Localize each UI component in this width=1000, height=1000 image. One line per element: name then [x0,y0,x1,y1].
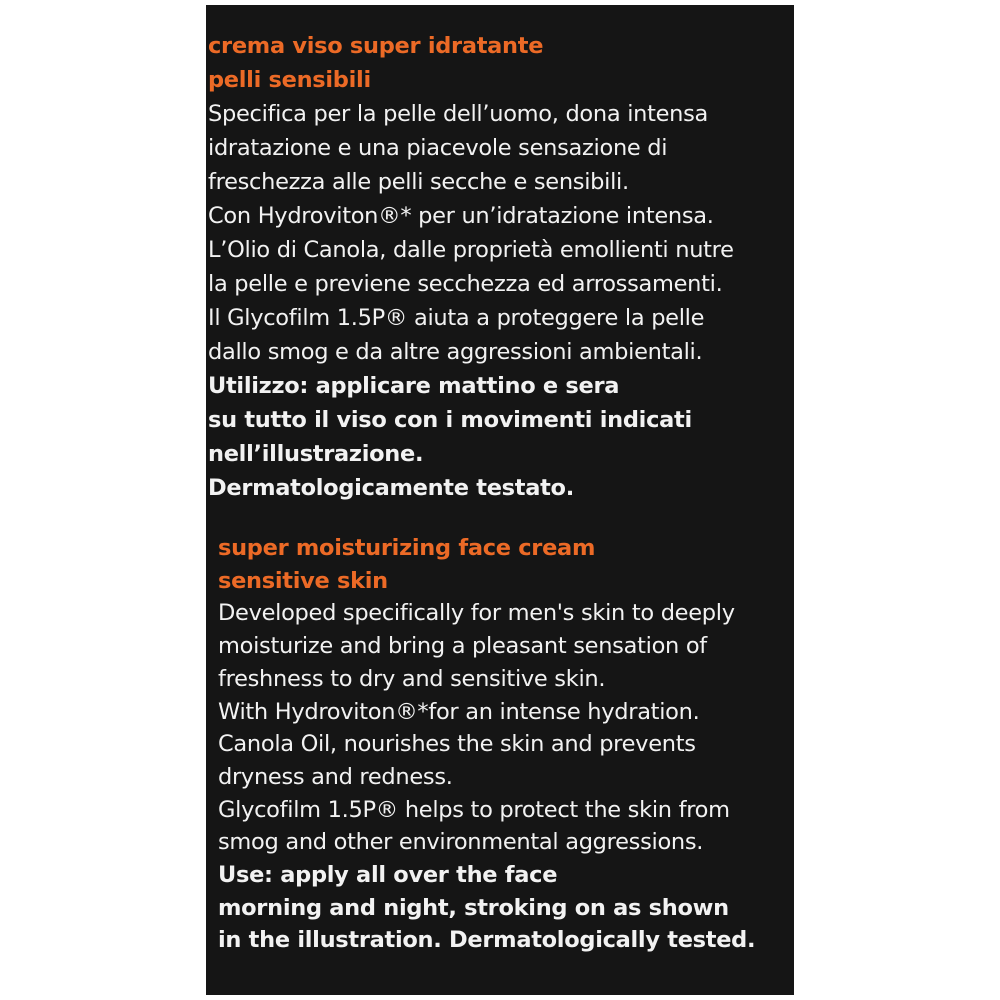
body-line: la pelle e previene secchezza ed arrossamenti. [208,271,723,297]
title-line: super moisturizing face cream [218,535,596,561]
body-line: Developed specifically for men's skin to deeply [218,600,735,627]
usage-line: Utilizzo: applicare mattino e sera [208,373,620,399]
body-line: moisturize and bring a pleasant sensation of [218,633,707,660]
usage-line: morning and night, stroking on as shown [218,894,729,921]
body-line: freschezza alle pelli secche e sensibili. [208,169,629,195]
body-line: Canola Oil, nourishes the skin and prevents [218,731,696,758]
body-line: Specifica per la pelle dell’uomo, dona intensa [208,101,709,127]
body-line: smog and other environmental aggressions. [218,829,704,856]
usage-line: nell’illustrazione. [208,441,424,467]
usage-line: su tutto il viso con i movimenti indicati [208,407,692,433]
title-line: sensitive skin [218,567,388,594]
body-line: Glycofilm 1.5P® helps to protect the skin from [218,796,730,823]
title-line: pelli sensibili [208,67,371,93]
usage-line: Use: apply all over the face [218,862,558,889]
body-line: With Hydroviton®*for an intense hydration. [218,698,700,725]
body-line: Il Glycofilm 1.5P® aiuta a proteggere la pelle [208,305,705,331]
product-label-panel [206,5,794,995]
body-line: idratazione e una piacevole sensazione di [208,135,668,161]
english-section [218,532,755,957]
title-line: crema viso super idratante [208,33,544,59]
italian-section [208,29,734,505]
body-line: freshness to dry and sensitive skin. [218,665,606,692]
body-line: L’Olio di Canola, dalle proprietà emollienti nutre [208,237,734,263]
usage-line: in the illustration. Dermatologically tested. [218,927,756,954]
usage-line: Dermatologicamente testato. [208,475,574,501]
body-line: dryness and redness. [218,763,453,790]
body-line: Con Hydroviton®* per un’idratazione intensa. [208,203,714,229]
body-line: dallo smog e da altre aggressioni ambientali. [208,339,703,365]
